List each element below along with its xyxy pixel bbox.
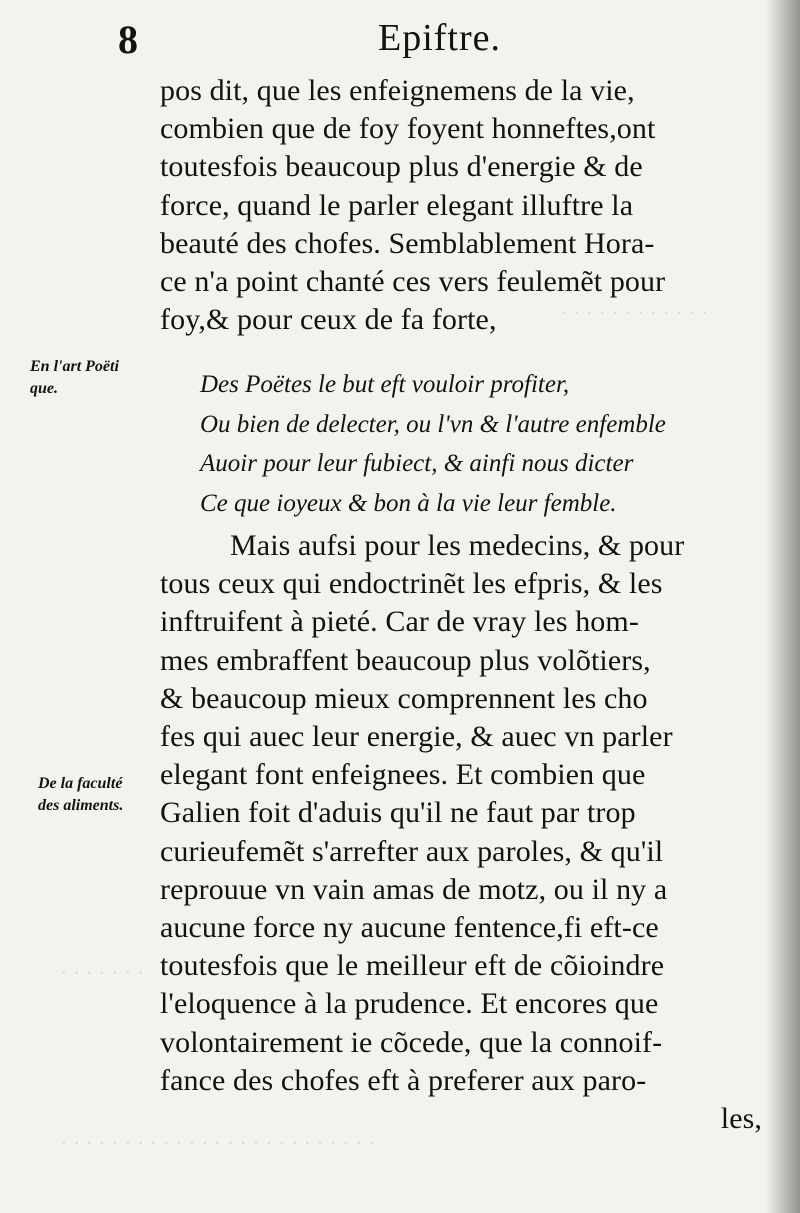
text-line: fance des chofes eft à preferer aux paro- (160, 1063, 647, 1097)
text-line: aucune force ny aucune fentence,fi eft-ce (160, 911, 659, 945)
margin-note-line: des aliments. (38, 797, 124, 814)
text-line: Galien foit d'aduis qu'il ne faut par trop (160, 796, 636, 830)
page-header (0, 12, 800, 68)
text-line: toutesfois beaucoup plus d'energie & de (160, 150, 643, 184)
page-number: 8 (118, 17, 138, 62)
text-line: inftruifent à pieté. Car de vray les hom- (160, 605, 639, 639)
bleed-through-decoration: · · · · · · · · · · · · · · · · · · · · · · · · · (60, 1130, 376, 1155)
margin-note-art-poetique (30, 356, 119, 400)
text-line: pos dit, que les enfeignemens de la vie, (160, 74, 635, 107)
text-line: beauté des chofes. Semblablement Hora- (160, 226, 655, 260)
text-line: fes qui auec leur energie, & auec vn parler (160, 720, 673, 754)
running-title: Epiftre. (378, 17, 502, 59)
text-line: toutesfois que le meilleur eft de cõioindre (160, 949, 665, 983)
bleed-through-decoration: · · · · · · · (60, 960, 145, 985)
verse-line: Ou bien de delecter, ou l'vn & l'autre enfemble (200, 410, 666, 438)
body-text-top (160, 72, 780, 339)
text-line: Mais aufsi pour les medecins, & pour (230, 529, 685, 562)
text-line: & beaucoup mieux comprennent les cho (160, 681, 648, 715)
text-line: tous ceux qui endoctrinẽt les efpris, & les (160, 567, 663, 601)
body-text-bottom (160, 527, 780, 1138)
verse-line: Des Poëtes le but eft vouloir profiter, (200, 371, 570, 398)
text-line: combien que de foy foyent honneftes,ont (160, 112, 656, 146)
text-line: l'eloquence à la prudence. Et encores que (160, 987, 659, 1021)
margin-note-faculte-aliments (38, 773, 123, 817)
text-line: foy,& pour ceux de fa forte, (160, 303, 497, 337)
text-line: curieufemẽt s'arrefter aux paroles, & qu'il (160, 834, 664, 868)
margin-note-line: En l'art Poëti (30, 358, 119, 375)
text-line: reprouue vn vain amas de motz, ou il ny a (160, 872, 668, 906)
catchword-line: les, (720, 1102, 762, 1136)
bleed-through-decoration: · · · · · · · · · · · · (560, 300, 709, 325)
margin-note-line: que. (30, 380, 58, 397)
text-line: volontairement ie cõcede, que la connoif- (160, 1025, 663, 1059)
verse-line: Auoir pour leur fubiect, & ainfi nous dicter (200, 450, 634, 477)
margin-note-line: De la faculté (38, 775, 123, 792)
verse-line: Ce que ioyeux & bon à la vie leur femble. (200, 489, 617, 517)
text-line: elegant font enfeignees. Et combien que (160, 758, 646, 792)
text-line: force, quand le parler elegant illuftre la (160, 188, 634, 222)
text-line: ce n'a point chanté ces vers feulemẽt pour (160, 265, 666, 299)
verse-quotation (200, 365, 780, 523)
text-line: mes embraffent beaucoup plus volõtiers, (160, 643, 651, 677)
